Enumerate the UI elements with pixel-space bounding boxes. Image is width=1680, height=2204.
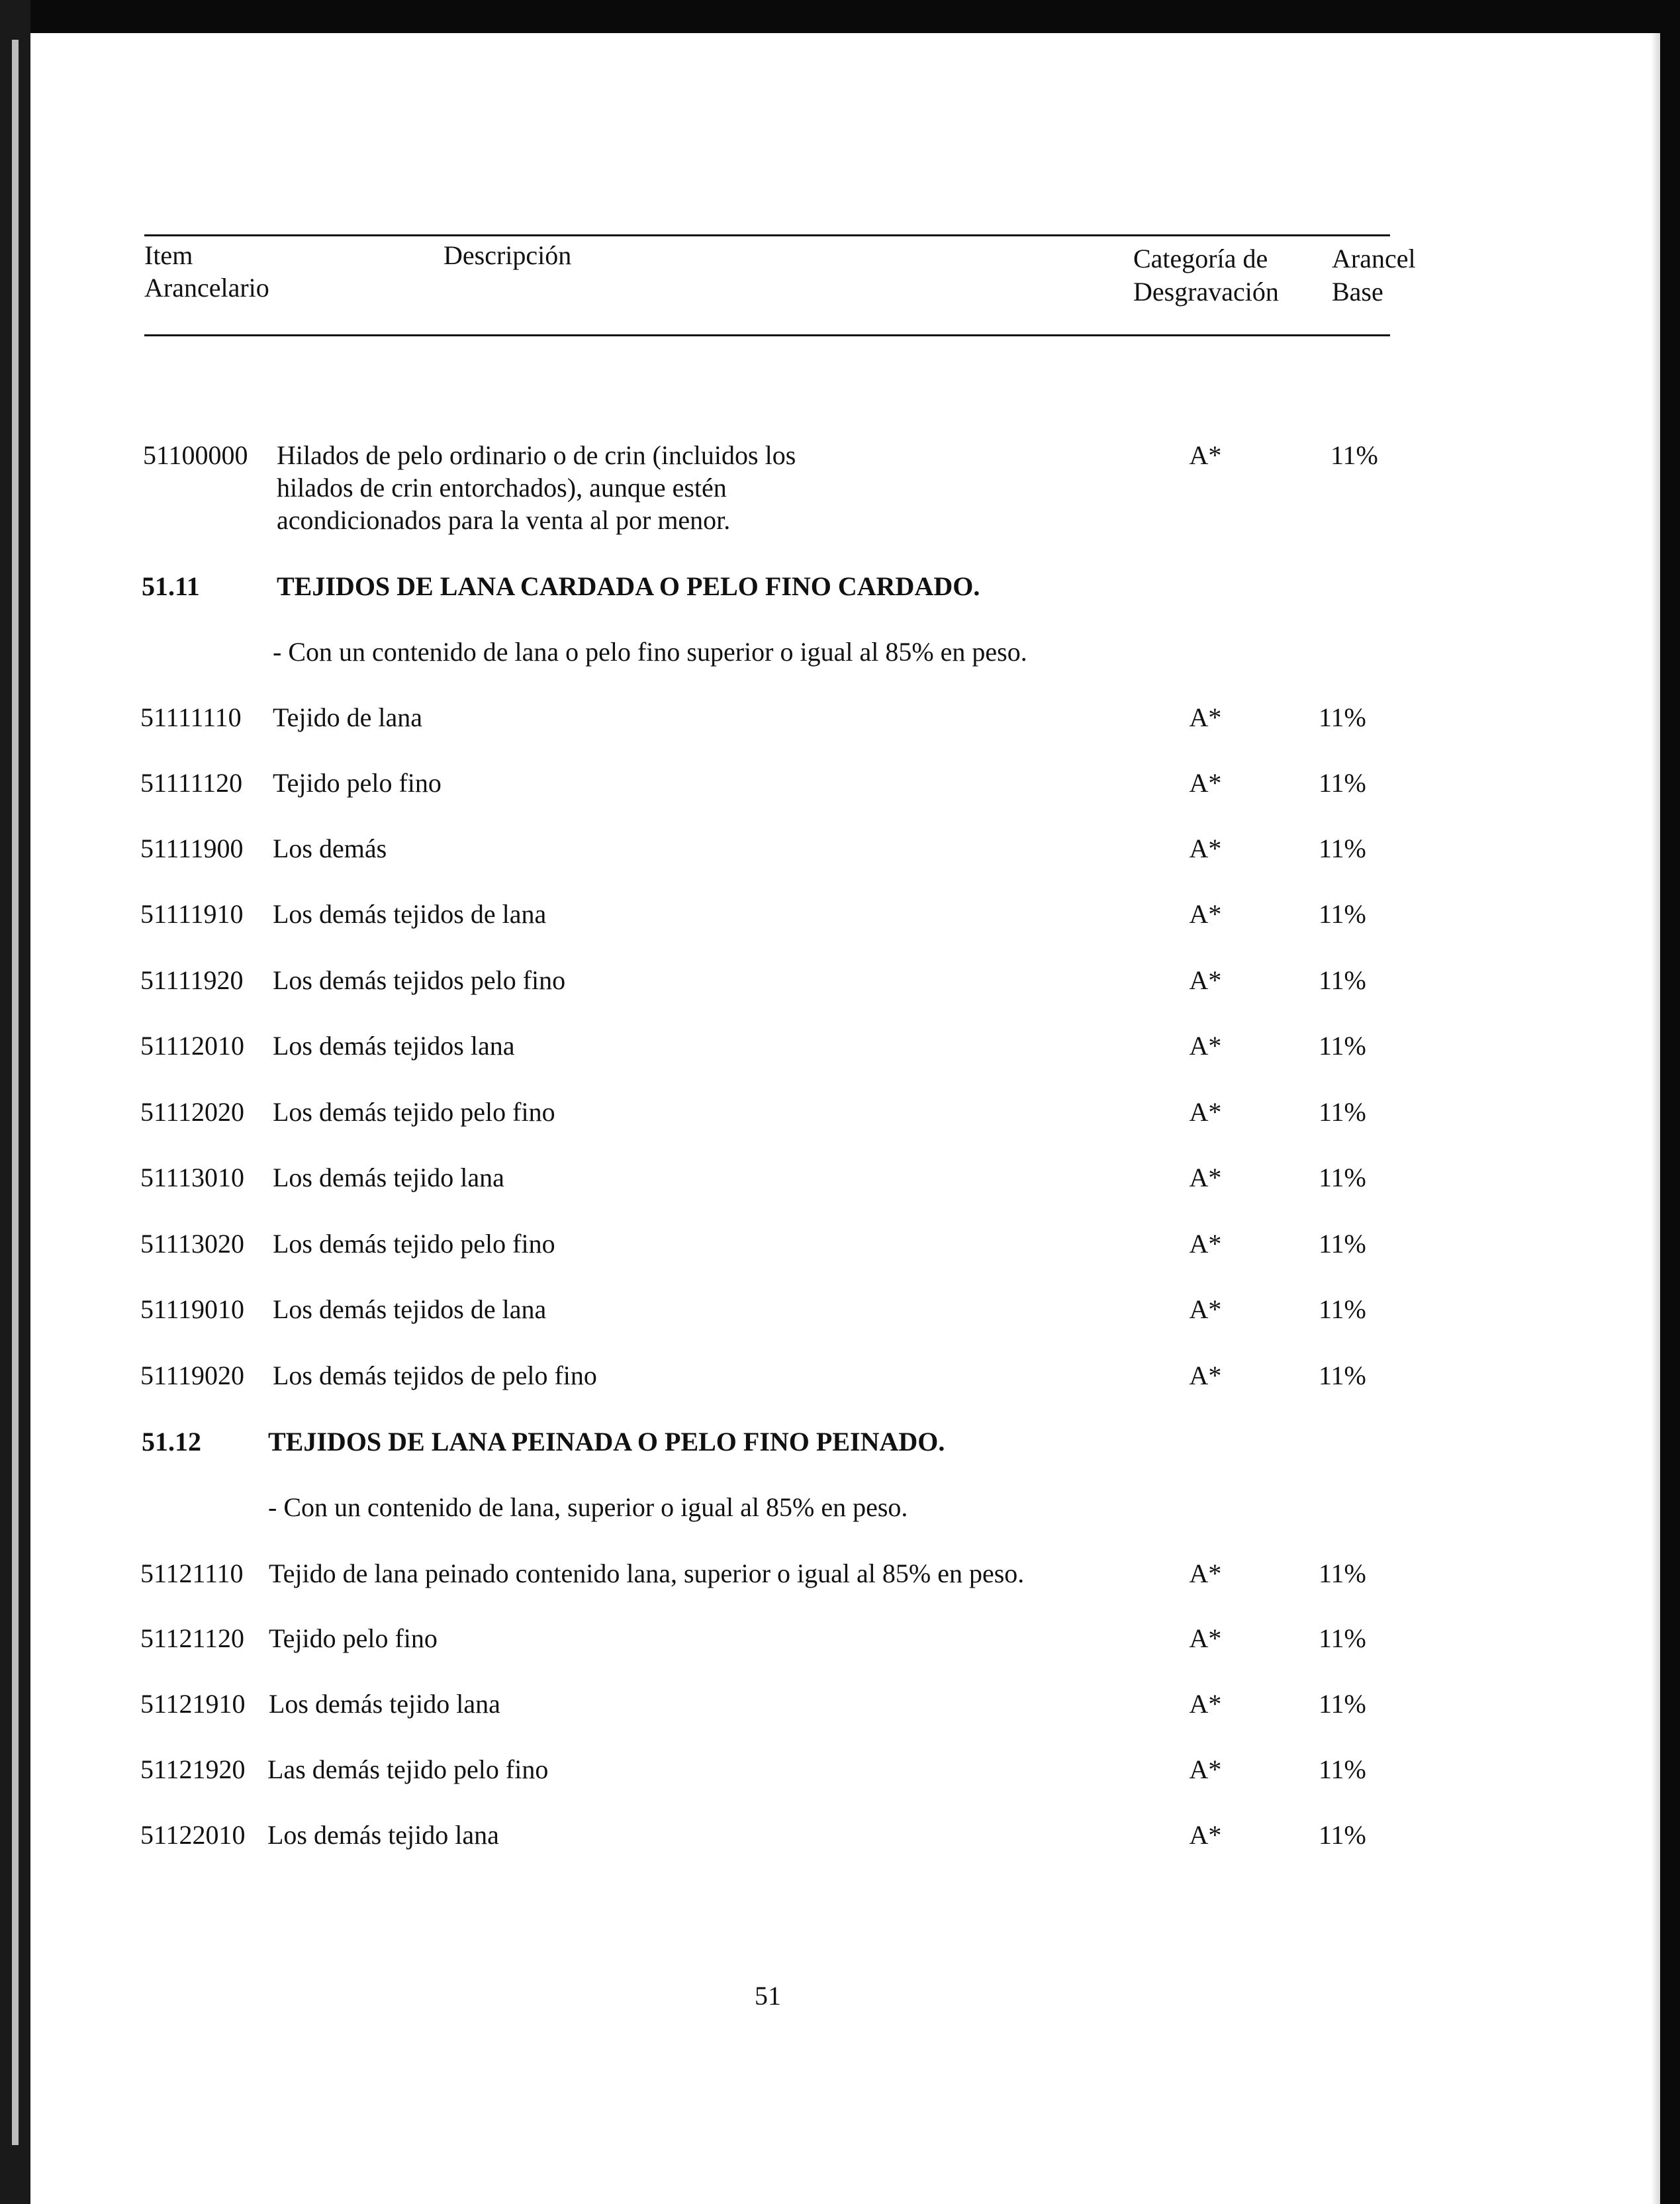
item-rate: 11% (1319, 1820, 1366, 1850)
item-category: A* (1189, 1754, 1222, 1784)
table-row (0, 1293, 1680, 1333)
item-category: A* (1189, 834, 1222, 863)
item-category: A* (1189, 1097, 1222, 1127)
item-description: Los demás tejido pelo fino (273, 1097, 555, 1127)
table-row (0, 1557, 1680, 1597)
item-category: A* (1189, 1229, 1222, 1259)
table-row (0, 1688, 1680, 1727)
item-description: Los demás tejido lana (267, 1820, 499, 1850)
item-description: Los demás tejidos lana (273, 1031, 515, 1061)
item-rate: 11% (1319, 702, 1366, 732)
item-code: 51121110 (140, 1558, 244, 1588)
header-category-line1: Categoría de (1133, 244, 1268, 273)
section-code: 51.12 (142, 1427, 201, 1457)
table-row (0, 1227, 1680, 1267)
item-code: 51122010 (140, 1820, 246, 1850)
item-category: A* (1189, 1031, 1222, 1061)
table-row (0, 898, 1680, 937)
item-description: Los demás tejidos de lana (273, 1294, 547, 1324)
item-description: Tejido de lana (273, 702, 422, 732)
item-rate: 11% (1319, 1294, 1366, 1324)
item-category: A* (1189, 1689, 1222, 1719)
item-rate: 11% (1319, 768, 1366, 798)
item-description: Las demás tejido pelo fino (267, 1754, 549, 1784)
header-item-line2: Arancelario (144, 273, 269, 303)
item-category: A* (1189, 1558, 1222, 1588)
header-category-line2: Desgravación (1133, 277, 1279, 307)
section-note: - Con un contenido de lana o pelo fino superior o igual al 85% en peso. (273, 637, 1027, 667)
header-item-line1: Item (144, 240, 193, 270)
item-rate: 11% (1319, 1558, 1366, 1588)
item-rate: 11% (1330, 440, 1378, 470)
item-code: 51112020 (140, 1097, 245, 1127)
item-category: A* (1189, 440, 1222, 470)
item-rate: 11% (1319, 834, 1366, 863)
item-rate: 11% (1319, 1229, 1366, 1259)
item-description-line: Hilados de pelo ordinario o de crin (incluidos los (277, 440, 796, 470)
item-category: A* (1189, 965, 1222, 995)
item-category: A* (1189, 1294, 1222, 1324)
item-category: A* (1189, 702, 1222, 732)
item-category: A* (1189, 899, 1222, 929)
item-category: A* (1189, 1163, 1222, 1192)
page-number: 51 (755, 1981, 781, 2011)
item-code: 51119010 (140, 1294, 245, 1324)
item-description: Los demás tejidos de lana (273, 899, 547, 929)
table-row (0, 1753, 1680, 1793)
item-code: 51113010 (140, 1163, 245, 1192)
item-code: 51119020 (140, 1361, 245, 1390)
item-category: A* (1189, 1361, 1222, 1390)
item-rate: 11% (1319, 1689, 1366, 1719)
item-description: Tejido de lana peinado contenido lana, superior o igual al 85% en peso. (269, 1558, 1025, 1588)
item-code: 51121920 (140, 1754, 246, 1784)
item-category: A* (1189, 768, 1222, 798)
table-row (0, 1359, 1680, 1399)
table-row (0, 1622, 1680, 1662)
item-category: A* (1189, 1820, 1222, 1850)
header-top-rule (144, 234, 1390, 236)
header-description: Descripción (443, 240, 572, 270)
item-rate: 11% (1319, 1623, 1366, 1653)
item-rate: 11% (1319, 1163, 1366, 1192)
header-rate-line1: Arancel (1332, 244, 1416, 273)
section-title: TEJIDOS DE LANA PEINADA O PELO FINO PEINADO. (268, 1427, 945, 1457)
item-description-line: hilados de crin entorchados), aunque estén (277, 473, 727, 503)
item-rate: 11% (1319, 1097, 1366, 1127)
item-rate: 11% (1319, 1754, 1366, 1784)
item-description: Tejido pelo fino (273, 768, 442, 798)
item-code: 51111110 (140, 702, 242, 732)
section-title: TEJIDOS DE LANA CARDADA O PELO FINO CARDADO. (277, 571, 980, 601)
item-description: Tejido pelo fino (269, 1623, 438, 1653)
item-description: Los demás (273, 834, 387, 863)
item-code: 51111120 (140, 768, 243, 798)
table-row (0, 1030, 1680, 1069)
item-rate: 11% (1319, 965, 1366, 995)
table-row (0, 964, 1680, 1004)
item-code: 51112010 (140, 1031, 245, 1061)
item-description-line: acondicionados para la venta al por menor. (277, 505, 731, 535)
table-row (0, 1161, 1680, 1201)
item-rate: 11% (1319, 1361, 1366, 1390)
item-description: Los demás tejido lana (269, 1689, 500, 1719)
item-code: 51111920 (140, 965, 244, 995)
item-rate: 11% (1319, 899, 1366, 929)
item-code: 51100000 (143, 440, 248, 470)
item-code: 51111900 (140, 834, 244, 863)
table-row (0, 701, 1680, 741)
item-description: Los demás tejido pelo fino (273, 1229, 555, 1259)
section-note: - Con un contenido de lana, superior o igual al 85% en peso. (268, 1492, 908, 1522)
table-row (0, 1819, 1680, 1858)
table-row (0, 832, 1680, 872)
item-description: Los demás tejido lana (273, 1163, 504, 1192)
item-category: A* (1189, 1623, 1222, 1653)
item-code: 51113020 (140, 1229, 245, 1259)
item-description: Los demás tejidos de pelo fino (273, 1361, 597, 1390)
table-row (0, 1096, 1680, 1135)
scan-border-top (0, 0, 1680, 33)
item-description: Los demás tejidos pelo fino (273, 965, 566, 995)
item-code: 51111910 (140, 899, 244, 929)
header-rate-line2: Base (1332, 277, 1383, 307)
item-code: 51121120 (140, 1623, 245, 1653)
header-bottom-rule (144, 334, 1390, 336)
section-code: 51.11 (142, 571, 200, 601)
item-rate: 11% (1319, 1031, 1366, 1061)
item-code: 51121910 (140, 1689, 246, 1719)
table-row (0, 767, 1680, 806)
